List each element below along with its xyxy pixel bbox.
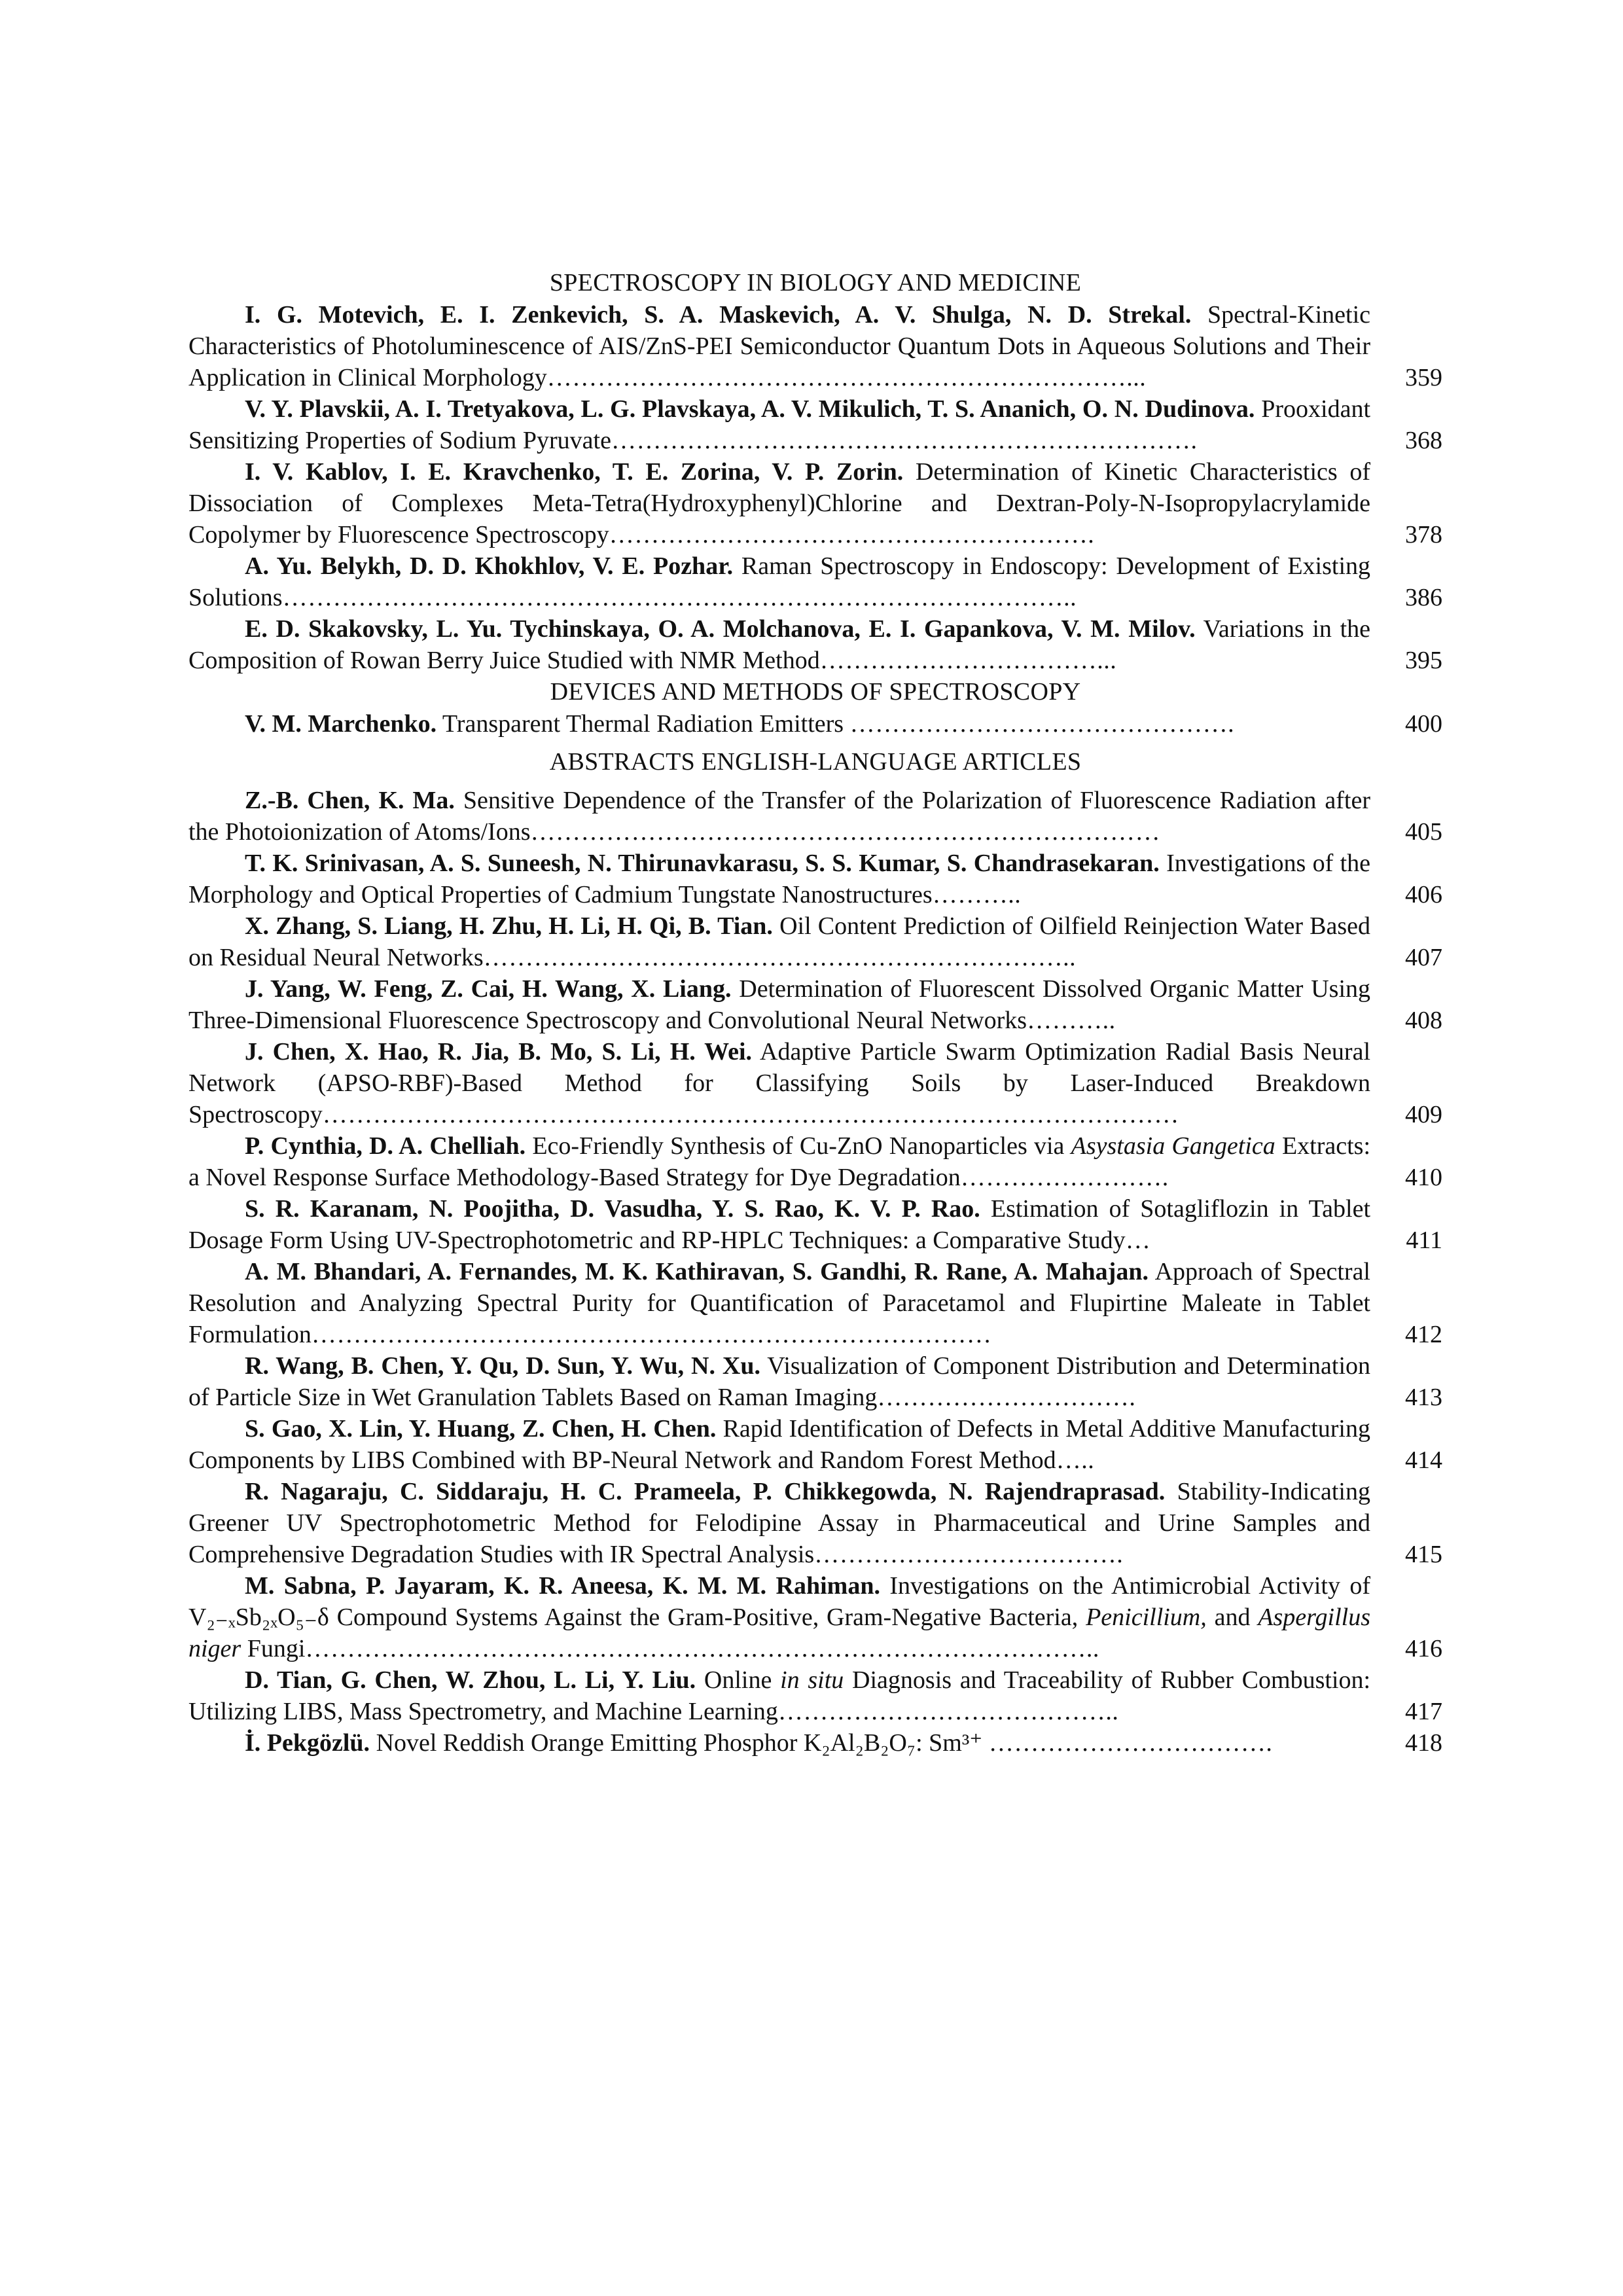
- page-number: 406: [1405, 881, 1442, 908]
- page-number: 386: [1405, 584, 1442, 611]
- toc-entry[interactable]: [188, 299, 1442, 393]
- entry-authors: I. G. Motevich, E. I. Zenkevich, S. A. Maskevich, A. V. Shulga, N. D. Strekal.: [245, 301, 1192, 329]
- toc-entry[interactable]: [188, 1664, 1442, 1727]
- entry-authors: J. Chen, X. Hao, R. Jia, B. Mo, S. Li, H. Wei.: [245, 1038, 753, 1066]
- toc-entry[interactable]: [188, 1193, 1442, 1256]
- entry-title: Oil Content Prediction of Oilfield Reinjection Water Based on Residual Neural Networks: [188, 912, 1371, 971]
- page-number: 418: [1405, 1729, 1442, 1757]
- entry-title: Spectral-Kinetic Characteristics of Photoluminescence of AIS/ZnS-PEI Semiconductor Quantum Dots in Aqueous Solutions and Their Application in Clinical Morphology: [188, 301, 1371, 391]
- entry-title: Determination of Kinetic Characteristics of Dissociation of Complexes Meta-Tetra(Hydroxyphenyl)Chlorine and Dextran-Poly-N-Isopropylacrylamide Copolymer by Fluorescence Spectroscopy: [188, 458, 1370, 548]
- toc-entry[interactable]: [188, 1256, 1442, 1350]
- entry-authors: E. D. Skakovsky, L. Yu. Tychinskaya, O. A. Molchanova, E. I. Gapankova, V. M. Milov.: [245, 615, 1196, 643]
- page-number: 359: [1405, 364, 1442, 391]
- page-number: 414: [1405, 1446, 1442, 1474]
- page-number: 415: [1405, 1541, 1442, 1568]
- leader-dots: ……………………………………………………………..: [483, 944, 1077, 971]
- entry-authors: V. M. Marchenko.: [245, 710, 437, 738]
- entry-authors: V. Y. Plavskii, A. I. Tretyakova, L. G. Plavskaya, A. V. Mikulich, T. S. Ananich, O. N. Dudinova.: [245, 395, 1255, 423]
- toc-entry[interactable]: [188, 1036, 1442, 1130]
- toc-entry[interactable]: [188, 1413, 1442, 1476]
- page-number: 416: [1405, 1635, 1442, 1662]
- entry-title-italic: in situ: [780, 1666, 844, 1694]
- leader-dots: …………………………………………………………………………………..: [282, 584, 1077, 611]
- page-number: 378: [1405, 521, 1442, 548]
- toc-entry[interactable]: [188, 973, 1442, 1036]
- leader-dots: …………………………………………………………….: [611, 427, 1198, 454]
- toc-entry[interactable]: [188, 708, 1442, 740]
- toc-entry[interactable]: [188, 550, 1442, 613]
- entry-title: Investigations of the Morphology and Optical Properties of Cadmium Tungstate Nanostructures: [188, 850, 1371, 908]
- entry-authors: M. Sabna, P. Jayaram, K. R. Aneesa, K. M. M. Rahiman.: [245, 1572, 880, 1600]
- toc-entry[interactable]: [188, 1570, 1442, 1664]
- leader-dots: …………………………………………………………………: [530, 818, 1160, 846]
- entry-title-cont: Extracts: a Novel Response Surface Methodology-Based Strategy for Dye Degradation: [188, 1132, 1371, 1191]
- entry-authors: İ. Pekgözlü.: [245, 1729, 370, 1757]
- entry-title-cont: and: [1214, 1604, 1251, 1631]
- toc-entry[interactable]: [188, 1350, 1442, 1413]
- entry-title: Prooxidant Sensitizing Properties of Sodium Pyruvate: [188, 395, 1371, 454]
- page-number: 368: [1405, 427, 1442, 454]
- entry-title: Raman Spectroscopy in Endoscopy: Development of Existing Solutions: [188, 552, 1371, 611]
- leader-dots: ………………………….: [877, 1384, 1136, 1411]
- entry-title: Sensitive Dependence of the Transfer of the Polarization of Fluorescence Radiation after the Photoionization of Atoms/Ions: [188, 787, 1370, 846]
- entry-authors: Z.-B. Chen, K. Ma.: [245, 787, 455, 814]
- page-number: 408: [1405, 1007, 1442, 1034]
- page-number: 405: [1405, 818, 1442, 846]
- entry-authors: I. V. Kablov, I. E. Kravchenko, T. E. Zorina, V. P. Zorin.: [245, 458, 904, 486]
- entry-title: Investigations on the Antimicrobial Activity of V₂₋ₓSb₂ₓO₅₋δ Compound Systems Against the Gram-Positive, Gram-Negative Bacteria,: [188, 1572, 1371, 1631]
- leader-dots: …………………………………..: [777, 1698, 1119, 1725]
- page-number: 410: [1405, 1164, 1442, 1191]
- entry-title: Determination of Fluorescent Dissolved Organic Matter Using Three-Dimensional Fluorescence Spectroscopy and Convolutional Neural Networks: [188, 975, 1371, 1034]
- entry-title-italic-2: Aspergillus niger: [188, 1604, 1371, 1662]
- toc-entry[interactable]: [188, 1727, 1442, 1759]
- toc-entry[interactable]: [188, 1476, 1442, 1570]
- entry-title-italic: Asystasia Gangetica: [1071, 1132, 1275, 1160]
- leader-dots: …: [1125, 1227, 1151, 1254]
- page-number: 400: [1405, 710, 1442, 738]
- page-number: 409: [1405, 1101, 1442, 1128]
- leader-dots: …………………………….: [988, 1729, 1273, 1757]
- entry-title: Novel Reddish Orange Emitting Phosphor K₂Al₂B₂O₇: Sm³⁺: [376, 1729, 983, 1757]
- entry-authors: A. M. Bhandari, A. Fernandes, M. K. Kathiravan, S. Gandhi, R. Rane, A. Mahajan.: [245, 1258, 1149, 1285]
- entry-title: Approach of Spectral Resolution and Analyzing Spectral Purity for Quantification of Paracetamol and Flupirtine Maleate in Tablet Formulation: [188, 1258, 1370, 1348]
- page-number: 413: [1405, 1384, 1442, 1411]
- leader-dots: …………………………………………………………………………………..: [305, 1635, 1099, 1662]
- section-heading: ABSTRACTS ENGLISH-LANGUAGE ARTICLES: [549, 748, 1082, 776]
- entry-title-italic: Penicillium,: [1086, 1604, 1207, 1631]
- toc-entry[interactable]: [188, 613, 1442, 676]
- toc-entry[interactable]: [188, 456, 1442, 550]
- leader-dots: ……………………………….: [814, 1541, 1124, 1568]
- leader-dots: ………………………………………………….: [609, 521, 1095, 548]
- entry-authors: R. Wang, B. Chen, Y. Qu, D. Sun, Y. Wu, N. Xu.: [245, 1352, 760, 1380]
- toc-entry[interactable]: [188, 393, 1442, 456]
- section-heading: DEVICES AND METHODS OF SPECTROSCOPY: [550, 678, 1081, 706]
- leader-dots: ………..: [932, 881, 1022, 908]
- entry-authors: J. Yang, W. Feng, Z. Cai, H. Wang, X. Liang.: [245, 975, 732, 1003]
- entry-title: Transparent Thermal Radiation Emitters: [442, 710, 844, 738]
- leader-dots: ……………………………………………………………...: [546, 364, 1147, 391]
- entry-title: Eco-Friendly Synthesis of Cu-ZnO Nanoparticles via: [532, 1132, 1065, 1160]
- entry-title-cont: Diagnosis and Traceability of Rubber Combustion: Utilizing LIBS, Mass Spectrometry, and Machine Learning: [188, 1666, 1371, 1725]
- entry-title: Visualization of Component Distribution and Determination of Particle Size in Wet Granulation Tablets Based on Raman Imaging: [188, 1352, 1370, 1411]
- page-number: 395: [1405, 647, 1442, 674]
- entry-authors: A. Yu. Belykh, D. D. Khokhlov, V. E. Pozhar.: [245, 552, 734, 580]
- leader-dots: ………..: [1027, 1007, 1116, 1034]
- leader-dots: ……………………………………….: [849, 710, 1235, 738]
- entry-authors: X. Zhang, S. Liang, H. Zhu, H. Li, H. Qi, B. Tian.: [245, 912, 773, 940]
- leader-dots: ………………………………………………………………………: [311, 1321, 992, 1348]
- page-number: 412: [1405, 1321, 1442, 1348]
- page-number: 407: [1405, 944, 1442, 971]
- entry-title: Estimation of Sotagliflozin in Tablet Dosage Form Using UV-Spectrophotometric and RP-HPLC Techniques: a Comparative Study: [188, 1195, 1371, 1254]
- leader-dots: …..: [1056, 1446, 1095, 1474]
- page-number: 417: [1405, 1698, 1442, 1725]
- entry-title-end: Fungi: [247, 1635, 306, 1662]
- entry-authors: S. R. Karanam, N. Poojitha, D. Vasudha, Y. S. Rao, K. V. P. Rao.: [245, 1195, 980, 1223]
- leader-dots: …………………………………………………………………………………………: [322, 1101, 1179, 1128]
- page-number: 411: [1406, 1227, 1442, 1254]
- leader-dots: …………………….: [960, 1164, 1169, 1191]
- leader-dots: ……………………………...: [819, 647, 1117, 674]
- entry-title: Variations in the Composition of Rowan Berry Juice Studied with NMR Method: [188, 615, 1371, 674]
- toc-entry[interactable]: [188, 1130, 1442, 1193]
- toc-entry[interactable]: [188, 785, 1442, 848]
- toc-entry[interactable]: [188, 910, 1442, 973]
- entry-title: Rapid Identification of Defects in Metal Additive Manufacturing Components by LIBS Combined with BP-Neural Network and Random Forest Method: [188, 1415, 1370, 1474]
- entry-authors: D. Tian, G. Chen, W. Zhou, L. Li, Y. Liu.: [245, 1666, 696, 1694]
- entry-authors: T. K. Srinivasan, A. S. Suneesh, N. Thirunavkarasu, S. S. Kumar, S. Chandrasekaran.: [245, 850, 1160, 877]
- entry-title: Adaptive Particle Swarm Optimization Radial Basis Neural Network (APSO-RBF)-Based Method for Classifying Soils by Laser-Induced Breakdown Spectroscopy: [188, 1038, 1371, 1128]
- section-heading: SPECTROSCOPY IN BIOLOGY AND MEDICINE: [549, 269, 1082, 296]
- entry-authors: R. Nagaraju, C. Siddaraju, H. C. Prameela, P. Chikkegowda, N. Rajendraprasad.: [245, 1478, 1166, 1505]
- table-of-contents: [188, 267, 1442, 1759]
- toc-entry[interactable]: [188, 848, 1442, 910]
- entry-authors: P. Cynthia, D. A. Chelliah.: [245, 1132, 526, 1160]
- entry-title: Online: [704, 1666, 772, 1694]
- entry-title: Stability-Indicating Greener UV Spectrophotometric Method for Felodipine Assay in Pharmaceutical and Urine Samples and Comprehensive Degradation Studies with IR Spectral Analysis: [188, 1478, 1370, 1568]
- entry-authors: S. Gao, X. Lin, Y. Huang, Z. Chen, H. Chen.: [245, 1415, 717, 1443]
